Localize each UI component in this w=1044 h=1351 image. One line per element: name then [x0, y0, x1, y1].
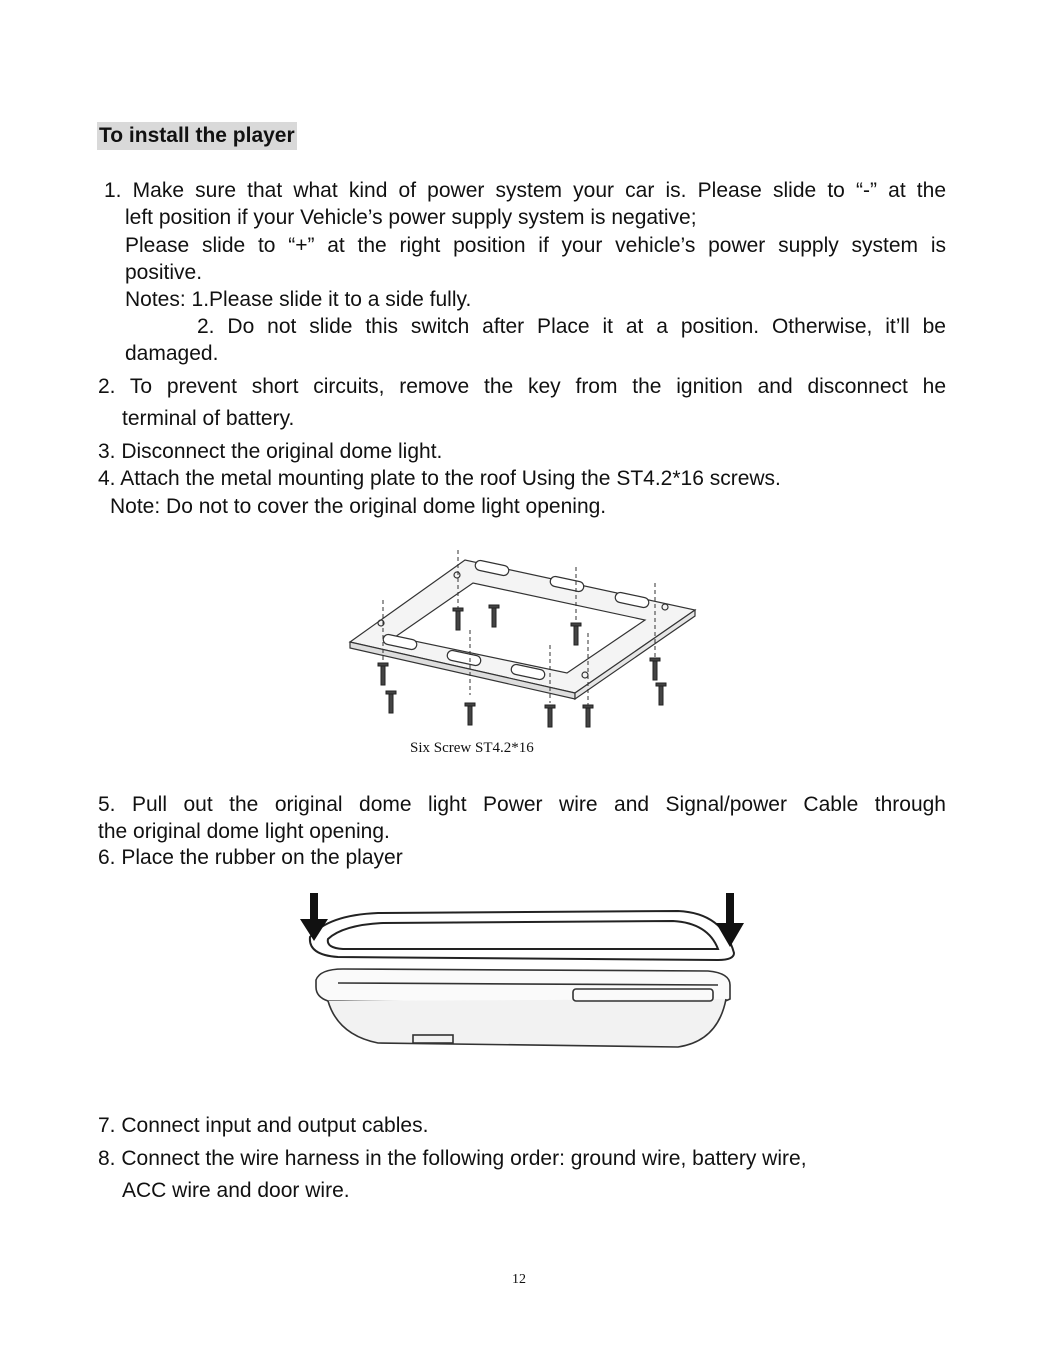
step8-line1: 8. Connect the wire harness in the following order: ground wire, battery wire,: [98, 1147, 807, 1170]
step1-line2: left position if your Vehicle’s power supply system is negative;: [125, 206, 697, 229]
step5-line1: 5. Pull out the original dome light Power wire and Signal/power Cable through: [98, 793, 946, 816]
step1-notes2: 2. Do not slide this switch after Place it at a position. Otherwise, it’ll be: [197, 315, 946, 338]
step6: 6. Place the rubber on the player: [98, 846, 403, 869]
step1-line1: 1. Make sure that what kind of power system your car is. Please slide to “-” at the: [104, 179, 946, 202]
step1-line3: Please slide to “+” at the right position if your vehicle’s power supply system is: [125, 234, 946, 257]
step7: 7. Connect input and output cables.: [98, 1114, 429, 1137]
rubber-player-figure: [298, 885, 748, 1060]
step1-line4: positive.: [125, 261, 203, 284]
figure1-caption: Six Screw ST4.2*16: [410, 740, 534, 756]
step5-line2: the original dome light opening.: [98, 820, 390, 843]
section-heading: To install the player: [97, 122, 297, 150]
step2-line2: terminal of battery.: [122, 407, 295, 430]
step2-line1: 2. To prevent short circuits, remove the key from the ignition and disconnect he: [98, 375, 946, 398]
step1-notes3: damaged.: [125, 342, 219, 365]
step4-note: Note: Do not to cover the original dome light opening.: [110, 495, 607, 518]
step1-notes1: Notes: 1.Please slide it to a side fully.: [125, 288, 472, 311]
step4-line1: 4. Attach the metal mounting plate to the roof Using the ST4.2*16 screws.: [98, 467, 781, 490]
page-number: 12: [512, 1272, 526, 1287]
step8-line2: ACC wire and door wire.: [122, 1179, 350, 1202]
mounting-plate-figure: [345, 545, 705, 735]
step3: 3. Disconnect the original dome light.: [98, 440, 443, 463]
